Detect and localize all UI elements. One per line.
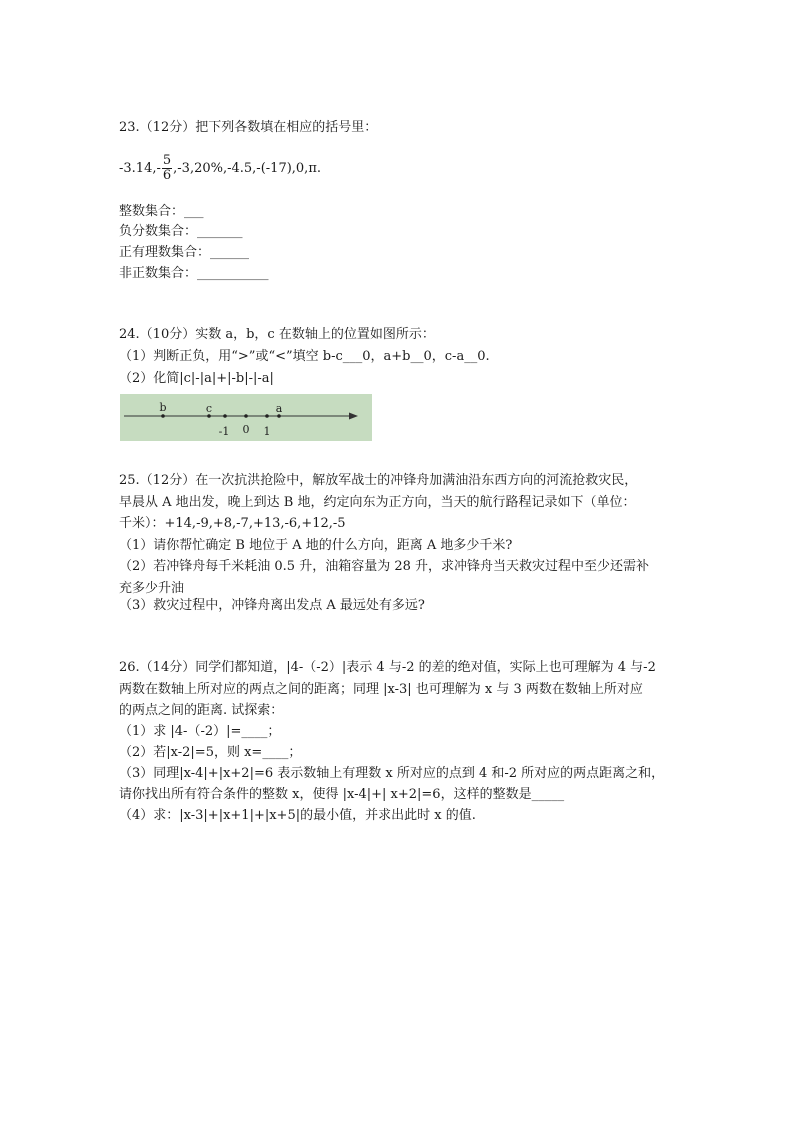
q25-line-2: 早晨从 A 地出发，晚上到达 B 地，约定向东为正方向，当天的航行路程记录如下（单位： bbox=[119, 495, 636, 510]
q25-line-5: （2）若冲锋舟每千米耗油 0.5 升，油箱容量为 28 升，求冲锋舟当天救灾过程中至少还需补 bbox=[119, 559, 650, 574]
q24-part2: （2）化简|c|-|a|+|-b|-|-a| bbox=[119, 371, 274, 386]
q26-line-1: 26.（14分）同学们都知道，|4-（-2）|表示 4 与-2 的差的绝对值，实际上也可理解为 4 与-2 bbox=[119, 660, 656, 675]
label-a: a bbox=[275, 402, 283, 415]
number-line-svg bbox=[120, 394, 372, 441]
q23-set-integers: 整数集合：___ bbox=[119, 204, 204, 219]
point-b bbox=[161, 414, 165, 418]
q23-set-positive-rationals: 正有理数集合：______ bbox=[119, 245, 250, 260]
q26-line-6: （3）同理|x-4|+|x+2|=6 表示数轴上有理数 x 所对应的点到 4 和-2 所对应的两点距离之和， bbox=[119, 766, 665, 781]
tick-1 bbox=[265, 414, 269, 418]
q23-numbers-before: -3.14,- bbox=[119, 161, 161, 176]
q23-title: 23.（12分）把下列各数填在相应的括号里： bbox=[119, 120, 378, 135]
number-line-arrow-icon bbox=[349, 413, 358, 420]
q23-set-non-positive: 非正数集合：___________ bbox=[119, 266, 269, 281]
tick-minus-1 bbox=[223, 414, 227, 418]
q26-line-8: （4）求：|x-3|+|x+1|+|x+5|的最小值，并求出此时 x 的值. bbox=[119, 808, 476, 823]
q23-numbers-after: ,-3,20%,-4.5,-(-17),0,π. bbox=[173, 161, 321, 176]
q24-title: 24.（10分）实数 a，b，c 在数轴上的位置如图所示： bbox=[119, 327, 435, 342]
label-1: 1 bbox=[263, 425, 271, 438]
q23-set-negative-fractions: 负分数集合：_______ bbox=[119, 224, 243, 239]
q25-line-4: （1）请你帮忙确定 B 地位于 A 地的什么方向，距离 A 地多少千米? bbox=[119, 538, 513, 553]
q26-line-4: （1）求 |4-（-2）|=____； bbox=[119, 724, 281, 739]
number-line-figure bbox=[120, 394, 372, 441]
q25-line-7: （3）救灾过程中，冲锋舟离出发点 A 最远处有多远? bbox=[119, 598, 425, 613]
q26-line-2: 两数在数轴上所对应的两点之间的距离；同理 |x-3| 也可理解为 x 与 3 两数在数轴上所对应 bbox=[119, 682, 643, 697]
q25-line-3: 千米）：+14,-9,+8,-7,+13,-6,+12,-5 bbox=[119, 516, 346, 531]
q23-fraction-numerator: 5 bbox=[162, 153, 172, 168]
label-b: b bbox=[159, 401, 167, 414]
q25-line-1: 25.（12分）在一次抗洪抢险中，解放军战士的冲锋舟加满油沿东西方向的河流抢救灾民， bbox=[119, 473, 638, 488]
label-0: 0 bbox=[242, 423, 250, 436]
q25-line-6: 充多少升油 bbox=[119, 581, 185, 596]
q24-part1: （1）判断正负，用“>”或“<”填空 b-c___0，a+b__0，c-a__0. bbox=[119, 349, 490, 364]
q26-line-3: 的两点之间的距离. 试探索： bbox=[119, 703, 284, 718]
q23-fraction-denominator: 6 bbox=[162, 168, 172, 183]
q23-fraction bbox=[162, 154, 172, 183]
q23-numbers bbox=[119, 153, 321, 185]
label-minus-1: -1 bbox=[218, 425, 230, 438]
label-c: c bbox=[205, 402, 213, 415]
tick-0 bbox=[244, 414, 248, 418]
q26-line-7: 请你找出所有符合条件的整数 x，使得 |x-4|+| x+2|=6，这样的整数是_____ bbox=[119, 787, 565, 802]
q26-line-5: （2）若|x-2|=5，则 x=____； bbox=[119, 745, 302, 760]
